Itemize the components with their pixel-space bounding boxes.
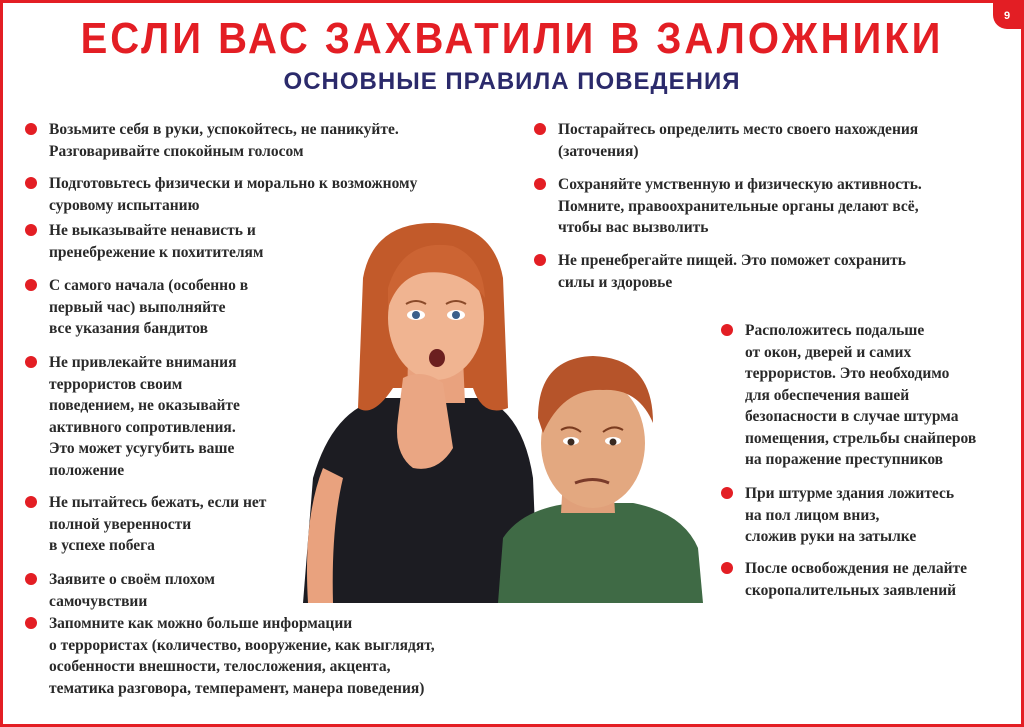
bullet-icon	[25, 224, 37, 236]
poster-subtitle: ОСНОВНЫЕ ПРАВИЛА ПОВЕДЕНИЯ	[283, 68, 741, 95]
bullet-icon	[25, 279, 37, 291]
woman-iris-left	[412, 311, 420, 319]
bullet-icon	[721, 324, 733, 336]
poster-title: ЕСЛИ ВАС ЗАХВАТИЛИ В ЗАЛОЖНИКИ	[80, 15, 944, 63]
boy-iris-left	[568, 439, 575, 446]
rule-left-6: Не пытайтесь бежать, если нет полной уверенности в успехе побега	[49, 492, 266, 557]
boy-iris-right	[610, 439, 617, 446]
bullet-icon	[25, 617, 37, 629]
page-number-badge: 9	[993, 3, 1021, 29]
rule-right-2: Сохраняйте умственную и физическую активность. Помните, правоохранительные органы делают всё, чтобы вас вызволить	[558, 174, 922, 239]
bullet-icon	[25, 356, 37, 368]
bullet-icon	[25, 496, 37, 508]
hostages-illustration	[303, 218, 713, 603]
rule-left-3: Не выказывайте ненависть и пренебрежение к похитителям	[49, 220, 263, 263]
bullet-icon	[25, 123, 37, 135]
rule-left-5: Не привлекайте внимания террористов своим поведением, не оказывайте активного сопротивления. Это может усугубить ваше положение	[49, 352, 240, 481]
rule-right-1: Постарайтесь определить место своего нахождения (заточения)	[558, 119, 918, 162]
boy-sweater	[498, 503, 703, 603]
bullet-icon	[534, 123, 546, 135]
rule-left-4: С самого начала (особенно в первый час) выполняйте все указания бандитов	[49, 275, 248, 340]
bullet-icon	[534, 178, 546, 190]
bullet-icon	[25, 177, 37, 189]
rule-left-2: Подготовьтесь физически и морально к возможному суровому испытанию	[49, 173, 417, 216]
rule-left-8: Запомните как можно больше информации о террористах (количество, вооружение, как выглядят, особенности внешности, телосложения, акцента, тематика разговора, темперамент, манера поведения)	[49, 613, 435, 699]
woman-mouth	[429, 349, 445, 367]
woman-iris-right	[452, 311, 460, 319]
rule-right-4: Расположитесь подальше от окон, дверей и самих террористов. Это необходимо для обеспечения вашей безопасности в случае штурма помещения, стрельбы снайперов на поражение преступников	[745, 320, 976, 471]
rule-right-5: При штурме здания ложитесь на пол лицом вниз, сложив руки на затылке	[745, 483, 954, 548]
bullet-icon	[25, 573, 37, 585]
bullet-icon	[721, 562, 733, 574]
rule-left-1: Возьмите себя в руки, успокойтесь, не паникуйте. Разговаривайте спокойным голосом	[49, 119, 399, 162]
rule-left-7: Заявите о своём плохом самочувствии	[49, 569, 215, 612]
bullet-icon	[721, 487, 733, 499]
rule-right-6: После освобождения не делайте скоропалительных заявлений	[745, 558, 967, 601]
rule-right-3: Не пренебрегайте пищей. Это поможет сохранить силы и здоровье	[558, 250, 906, 293]
